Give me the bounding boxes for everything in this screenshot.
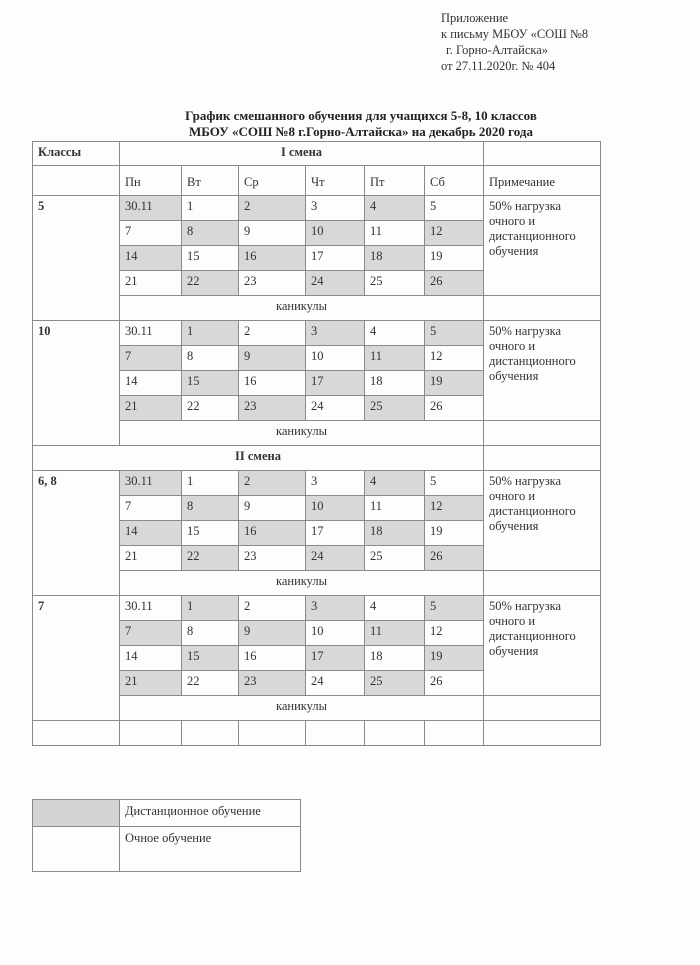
- holidays-label: каникулы: [120, 296, 484, 321]
- date-cell: 30.11: [120, 471, 182, 496]
- day-header-fri: Пт: [365, 166, 425, 196]
- empty-cell: [120, 721, 182, 746]
- table-row: [33, 596, 601, 621]
- date-cell: 14: [120, 371, 182, 396]
- date-cell: 22: [182, 671, 239, 696]
- date-cell: 22: [182, 271, 239, 296]
- date-cell: 26: [425, 671, 484, 696]
- date-cell: 1: [182, 596, 239, 621]
- empty-cell: [484, 721, 601, 746]
- date-cell: 21: [120, 396, 182, 421]
- empty-cell: [484, 696, 601, 721]
- date-cell: 11: [365, 621, 425, 646]
- header-shift-2: II смена: [33, 446, 484, 471]
- date-cell: 19: [425, 521, 484, 546]
- empty-cell: [484, 296, 601, 321]
- date-cell: 19: [425, 646, 484, 671]
- date-cell: 9: [239, 621, 306, 646]
- date-cell: 8: [182, 496, 239, 521]
- date-cell: 26: [425, 271, 484, 296]
- empty-cell: [484, 446, 601, 471]
- date-cell: 16: [239, 371, 306, 396]
- header-row-days: [33, 166, 601, 196]
- date-cell: 11: [365, 346, 425, 371]
- date-cell: 10: [306, 621, 365, 646]
- date-cell: 18: [365, 521, 425, 546]
- header-row-shift: [33, 142, 601, 166]
- header-classes: Классы: [33, 142, 120, 166]
- legend-swatch-distance: [33, 800, 120, 827]
- date-cell: 16: [239, 521, 306, 546]
- table-row: [33, 196, 601, 221]
- header-note: Примечание: [484, 166, 601, 196]
- legend-table: [32, 799, 301, 872]
- date-cell: 5: [425, 321, 484, 346]
- date-cell: 1: [182, 196, 239, 221]
- table-row: [33, 471, 601, 496]
- date-cell: 14: [120, 521, 182, 546]
- date-cell: 5: [425, 471, 484, 496]
- date-cell: 1: [182, 321, 239, 346]
- date-cell: 3: [306, 196, 365, 221]
- date-cell: 15: [182, 646, 239, 671]
- date-cell: 21: [120, 546, 182, 571]
- date-cell: 19: [425, 371, 484, 396]
- appendix-line: от 27.11.2020г. № 404: [441, 59, 556, 73]
- date-cell: 9: [239, 346, 306, 371]
- date-cell: 7: [120, 221, 182, 246]
- date-cell: 2: [239, 471, 306, 496]
- date-cell: 17: [306, 521, 365, 546]
- empty-cell: [182, 721, 239, 746]
- note-cell: 50% нагрузка очного и дистанционного обучения: [484, 196, 601, 296]
- legend-label-distance: Дистанционное обучение: [120, 800, 301, 827]
- date-cell: 23: [239, 546, 306, 571]
- date-cell: 18: [365, 371, 425, 396]
- date-cell: 21: [120, 271, 182, 296]
- class-label: 7: [33, 596, 120, 721]
- date-cell: 24: [306, 396, 365, 421]
- date-cell: 2: [239, 321, 306, 346]
- date-cell: 7: [120, 496, 182, 521]
- holidays-label: каникулы: [120, 421, 484, 446]
- date-cell: 5: [425, 196, 484, 221]
- date-cell: 3: [306, 596, 365, 621]
- day-header-wed: Ср: [239, 166, 306, 196]
- day-header-thu: Чт: [306, 166, 365, 196]
- header-empty: [33, 166, 120, 196]
- empty-cell: [484, 421, 601, 446]
- date-cell: 15: [182, 371, 239, 396]
- date-cell: 2: [239, 596, 306, 621]
- date-cell: 18: [365, 646, 425, 671]
- note-cell: 50% нагрузка очного и дистанционного обучения: [484, 471, 601, 571]
- date-cell: 14: [120, 646, 182, 671]
- class-label: 10: [33, 321, 120, 446]
- date-cell: 25: [365, 396, 425, 421]
- date-cell: 24: [306, 671, 365, 696]
- date-cell: 8: [182, 346, 239, 371]
- title-line: График смешанного обучения для учащихся 5-8, 10 классов: [185, 108, 537, 123]
- date-cell: 23: [239, 671, 306, 696]
- schedule-table: [32, 141, 601, 746]
- date-cell: 25: [365, 271, 425, 296]
- date-cell: 12: [425, 221, 484, 246]
- date-cell: 9: [239, 496, 306, 521]
- holidays-label: каникулы: [120, 571, 484, 596]
- appendix-line: Приложение: [441, 11, 509, 25]
- date-cell: 1: [182, 471, 239, 496]
- empty-cell: [33, 721, 120, 746]
- legend-label-in-person: Очное обучение: [120, 827, 301, 872]
- empty-cell: [365, 721, 425, 746]
- title-line: МБОУ «СОШ №8 г.Горно-Алтайска» на декабрь 2020 года: [189, 124, 533, 139]
- date-cell: 8: [182, 221, 239, 246]
- date-cell: 26: [425, 396, 484, 421]
- date-cell: 11: [365, 221, 425, 246]
- header-shift-1: I смена: [120, 142, 484, 166]
- date-cell: 17: [306, 371, 365, 396]
- date-cell: 14: [120, 246, 182, 271]
- date-cell: 2: [239, 196, 306, 221]
- date-cell: 4: [365, 596, 425, 621]
- appendix-line: к письму МБОУ «СОШ №8: [441, 27, 589, 41]
- class-label: 6, 8: [33, 471, 120, 596]
- shift-row: [33, 446, 601, 471]
- date-cell: 21: [120, 671, 182, 696]
- date-cell: 17: [306, 646, 365, 671]
- note-cell: 50% нагрузка очного и дистанционного обучения: [484, 321, 601, 421]
- date-cell: 3: [306, 471, 365, 496]
- date-cell: 18: [365, 246, 425, 271]
- date-cell: 24: [306, 546, 365, 571]
- empty-row: [33, 721, 601, 746]
- date-cell: 10: [306, 496, 365, 521]
- date-cell: 30.11: [120, 596, 182, 621]
- header-empty: [484, 142, 601, 166]
- document-title: [0, 108, 700, 140]
- appendix-line: г. Горно-Алтайска»: [446, 43, 549, 57]
- date-cell: 7: [120, 621, 182, 646]
- date-cell: 8: [182, 621, 239, 646]
- date-cell: 4: [365, 321, 425, 346]
- date-cell: 26: [425, 546, 484, 571]
- table-row: [33, 321, 601, 346]
- date-cell: 25: [365, 546, 425, 571]
- day-header-mon: Пн: [120, 166, 182, 196]
- empty-cell: [425, 721, 484, 746]
- date-cell: 12: [425, 621, 484, 646]
- date-cell: 16: [239, 646, 306, 671]
- date-cell: 22: [182, 546, 239, 571]
- date-cell: 4: [365, 196, 425, 221]
- date-cell: 25: [365, 671, 425, 696]
- empty-cell: [239, 721, 306, 746]
- holidays-label: каникулы: [120, 696, 484, 721]
- date-cell: 22: [182, 396, 239, 421]
- date-cell: 30.11: [120, 196, 182, 221]
- date-cell: 7: [120, 346, 182, 371]
- note-cell: 50% нагрузка очного и дистанционного обучения: [484, 596, 601, 696]
- date-cell: 4: [365, 471, 425, 496]
- day-header-sat: Сб: [425, 166, 484, 196]
- date-cell: 5: [425, 596, 484, 621]
- empty-cell: [306, 721, 365, 746]
- date-cell: 16: [239, 246, 306, 271]
- date-cell: 12: [425, 346, 484, 371]
- legend-swatch-in-person: [33, 827, 120, 872]
- day-header-tue: Вт: [182, 166, 239, 196]
- date-cell: 23: [239, 271, 306, 296]
- date-cell: 23: [239, 396, 306, 421]
- date-cell: 30.11: [120, 321, 182, 346]
- date-cell: 19: [425, 246, 484, 271]
- date-cell: 12: [425, 496, 484, 521]
- date-cell: 15: [182, 521, 239, 546]
- date-cell: 17: [306, 246, 365, 271]
- date-cell: 9: [239, 221, 306, 246]
- date-cell: 10: [306, 221, 365, 246]
- date-cell: 15: [182, 246, 239, 271]
- date-cell: 3: [306, 321, 365, 346]
- empty-cell: [484, 571, 601, 596]
- appendix-block: [441, 10, 588, 74]
- date-cell: 24: [306, 271, 365, 296]
- date-cell: 11: [365, 496, 425, 521]
- class-label: 5: [33, 196, 120, 321]
- date-cell: 10: [306, 346, 365, 371]
